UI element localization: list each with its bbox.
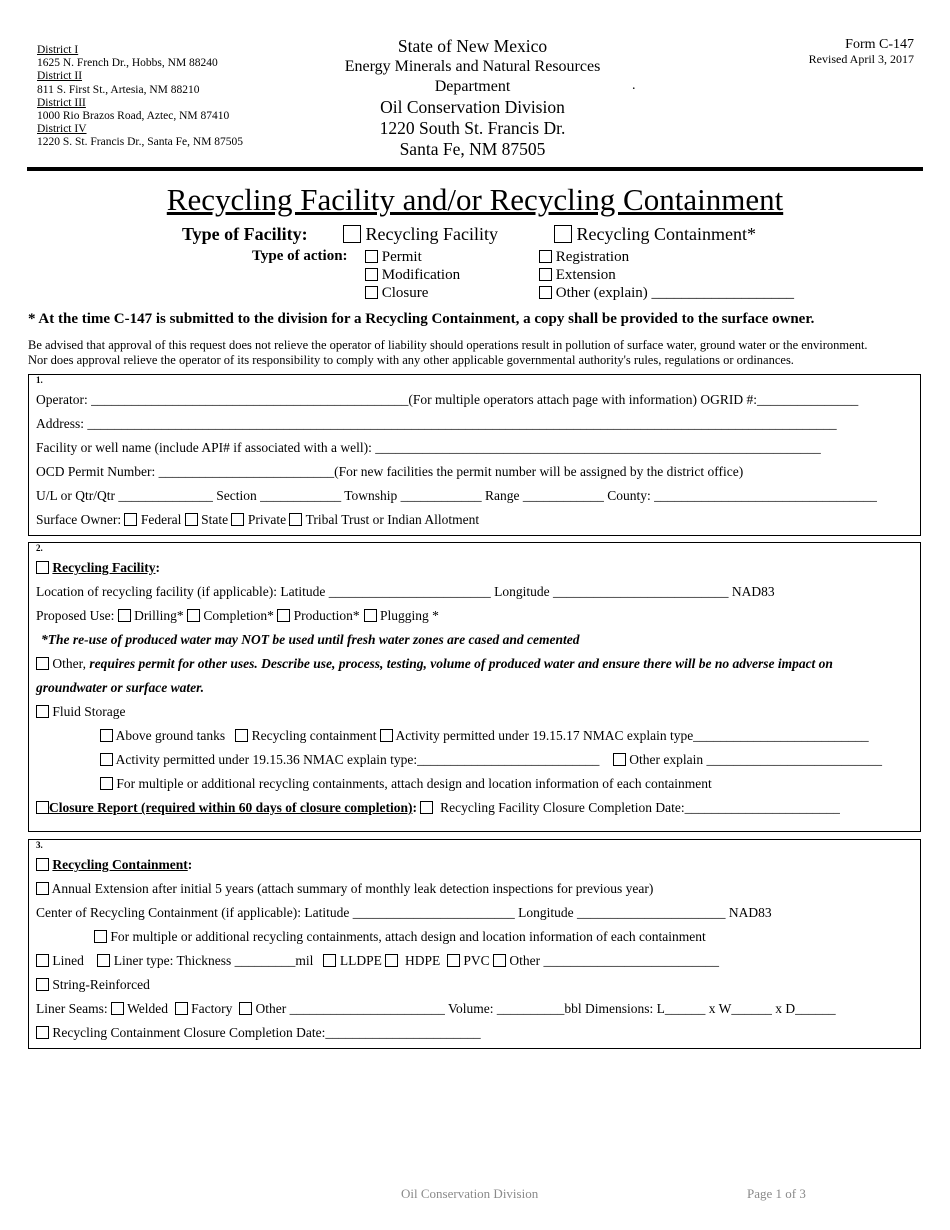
checkbox[interactable] [539, 268, 552, 281]
facility-location-fields[interactable]: Location of recycling facility (if applicable): Latitude ________________________ Longitude __________________________ NAD83 [36, 584, 775, 599]
form-id-block [809, 38, 914, 66]
checkbox[interactable] [36, 561, 49, 574]
district-address: 811 S. First St., Artesia, NM 88210 [37, 83, 200, 96]
option-label: Other __________________________ [509, 953, 720, 968]
recycling-containment-heading[interactable] [36, 857, 192, 873]
agency-city: Santa Fe, NM 87505 [399, 139, 546, 159]
option-label: Factory [191, 1001, 233, 1016]
production-checkbox[interactable] [277, 609, 290, 622]
activity-36-checkbox[interactable] [100, 753, 113, 766]
action-options-right [539, 248, 794, 302]
activity-36-row [100, 752, 882, 768]
district-name: District I [37, 44, 79, 56]
facility-name-field[interactable]: Facility or well name (include API# if associated with a well): __________________________________________________________________ [36, 440, 821, 455]
welded-checkbox[interactable] [111, 1002, 124, 1015]
seams-volume-dimensions-fields[interactable]: Other _______________________ Volume: __________bbl Dimensions: L______ x W______ x D______ [255, 1001, 836, 1016]
state-checkbox[interactable] [185, 513, 198, 526]
checkbox[interactable] [539, 250, 552, 263]
containment-center-fields[interactable]: Center of Recycling Containment (if applicable): Latitude ________________________ Longitude ______________________ NAD83 [36, 905, 772, 920]
header-divider [27, 167, 923, 171]
checkbox[interactable] [554, 225, 572, 243]
closure-report-checkbox[interactable] [36, 801, 49, 814]
liner-seams-label: Liner Seams: [36, 1001, 108, 1016]
district-address: 1000 Rio Brazos Road, Aztec, NM 87410 [37, 110, 230, 123]
checkbox[interactable] [100, 777, 113, 790]
advisory-text [28, 338, 928, 367]
footer-page-number: Page 1 of 3 [747, 1186, 806, 1201]
section-number: 2. [36, 543, 43, 553]
closure-date-field[interactable]: Recycling Containment Closure Completion Date:_______________________ [52, 1025, 481, 1040]
closure-date-field[interactable]: Recycling Facility Closure Completion Date:_______________________ [440, 800, 840, 815]
above-ground-checkbox[interactable] [100, 729, 113, 742]
drilling-checkbox[interactable] [118, 609, 131, 622]
private-checkbox[interactable] [231, 513, 244, 526]
option-label: Drilling* [134, 608, 184, 623]
footer-division: Oil Conservation Division [401, 1186, 539, 1201]
other-use-row[interactable] [36, 656, 833, 672]
district-name: District IV [37, 123, 87, 136]
option-label: Modification [381, 267, 461, 283]
plugging-checkbox[interactable] [364, 609, 377, 622]
liner-type-checkbox[interactable] [97, 954, 110, 967]
proposed-use-label: Proposed Use: [36, 608, 115, 623]
surface-owner-row [36, 512, 479, 528]
checkbox[interactable] [94, 930, 107, 943]
closure-report-row [36, 800, 840, 816]
agency-division: Oil Conservation Division [380, 97, 565, 117]
seams-other-checkbox[interactable] [239, 1002, 252, 1015]
checkbox[interactable] [36, 657, 49, 670]
recycling-containment-checkbox[interactable] [235, 729, 248, 742]
action-other[interactable] [539, 284, 794, 302]
option-label: Activity permitted under 19.15.36 NMAC explain type:___________________________ [115, 752, 600, 767]
form-id: Form C-147 [845, 37, 914, 52]
option-label: Activity permitted under 19.15.17 NMAC explain type__________________________ [395, 728, 869, 743]
facility-type-label: Type of Facility: [182, 224, 308, 244]
advisory-line: Be advised that approval of this request does not relieve the operator of liability should operations result in pollution of surface water, ground water or the environment. [28, 338, 868, 352]
option-label: For multiple or additional recycling containments, attach design and location information of each containment [116, 776, 712, 791]
section-1 [28, 374, 921, 536]
option-label: Recycling Facility [365, 224, 498, 244]
checkbox[interactable] [36, 882, 49, 895]
option-label: Private [247, 512, 287, 527]
option-label: HDPE [404, 953, 441, 968]
liner-seams-row [36, 1001, 836, 1017]
page-title: Recycling Facility and/or Recycling Containment [166, 182, 784, 217]
action-modification[interactable] [365, 266, 460, 284]
option-label: For multiple or additional recycling containments, attach design and location information of each containment [110, 929, 706, 944]
location-fields[interactable]: U/L or Qtr/Qtr ______________ Section ____________ Township ____________ Range ____________ County: _________________________________ [36, 488, 877, 503]
district-name: District II [37, 70, 83, 83]
option-label: Tribal Trust or Indian Allotment [305, 512, 480, 527]
checkbox[interactable] [36, 705, 49, 718]
hdpe-checkbox[interactable] [385, 954, 398, 967]
option-label: Extension [555, 267, 616, 283]
checkbox[interactable] [343, 225, 361, 243]
district-address: 1220 S. St. Francis Dr., Santa Fe, NM 87505 [37, 136, 244, 149]
surface-owner-notice: * At the time C-147 is submitted to the division for a Recycling Containment, a copy shall be provided to the surface owner. [28, 311, 815, 327]
form-revised: Revised April 3, 2017 [808, 52, 914, 66]
lldpe-checkbox[interactable] [323, 954, 336, 967]
annual-extension-row[interactable] [36, 881, 653, 897]
liner-row [36, 953, 719, 969]
option-label: Registration [555, 249, 630, 265]
district-address: 1625 N. French Dr., Hobbs, NM 88240 [37, 57, 218, 70]
string-reinforced-row[interactable] [36, 977, 150, 993]
option-label: Welded [127, 1001, 169, 1016]
agency-state: State of New Mexico [397, 36, 548, 56]
activity-17-checkbox[interactable] [380, 729, 393, 742]
option-label: String-Reinforced [52, 977, 150, 992]
agency-dept-line2: Department [434, 78, 511, 95]
heading-label: Recycling Containment [52, 857, 188, 872]
heading-colon: : [155, 560, 160, 575]
agency-dept-line1: Energy Minerals and Natural Resources [344, 58, 601, 75]
option-label: Fluid Storage [52, 704, 126, 719]
proposed-use-row [36, 608, 439, 624]
surface-owner-label: Surface Owner: [36, 512, 122, 527]
option-label: LLDPE [339, 953, 382, 968]
multiple-containments-row[interactable] [94, 929, 706, 945]
other-explain-checkbox[interactable] [613, 753, 626, 766]
option-label: PVC [463, 953, 490, 968]
option-label: Lined [52, 953, 84, 968]
checkbox[interactable] [365, 250, 378, 263]
checkbox[interactable] [36, 858, 49, 871]
section-2 [28, 542, 921, 832]
action-type-label: Type of action: [252, 248, 348, 264]
operator-field[interactable]: Operator: _______________________________________________(For multiple operators attach page with information) OGRID #:_______________ [36, 392, 859, 407]
heading-colon: : [187, 857, 193, 872]
closure-report-label: Closure Report (required within 60 days of closure completion) [49, 800, 413, 815]
district-list [37, 44, 243, 150]
option-label: Production* [293, 608, 360, 623]
heading-label: Recycling Facility [52, 560, 156, 575]
lined-checkbox[interactable] [36, 954, 49, 967]
section-number: 1. [36, 375, 43, 385]
action-options-left [365, 248, 460, 302]
checkbox[interactable] [539, 286, 552, 299]
checkbox[interactable] [365, 286, 378, 299]
action-registration[interactable] [539, 248, 794, 266]
district-name: District III [37, 96, 86, 109]
option-label: Other (explain) ___________________ [555, 285, 795, 301]
option-label: Federal [140, 512, 182, 527]
fluid-storage-row[interactable] [36, 704, 126, 720]
option-label: State [201, 512, 229, 527]
section-number: 3. [36, 840, 43, 850]
multiple-containments-row[interactable] [100, 776, 712, 792]
liner-type-field[interactable]: Liner type: Thickness _________mil [113, 953, 314, 968]
closure-date-checkbox[interactable] [420, 801, 433, 814]
recycling-facility-heading[interactable] [36, 560, 160, 576]
federal-checkbox[interactable] [124, 513, 137, 526]
ocd-permit-field[interactable]: OCD Permit Number: __________________________(For new facilities the permit number will be assigned by the district office) [36, 464, 744, 479]
reuse-note: *The re-use of produced water may NOT be used until fresh water zones are cased and cemented [41, 632, 580, 647]
action-closure[interactable] [365, 284, 460, 302]
other-description-cont: groundwater or surface water. [36, 680, 205, 695]
agency-block [300, 36, 645, 160]
advisory-line: Nor does approval relieve the operator of its responsibility to comply with any other applicable governmental authority's rules, regulations or ordinances. [28, 352, 794, 367]
address-field[interactable]: Address: _______________________________________________________________________________________________________________ [36, 416, 837, 431]
checkbox[interactable] [36, 978, 49, 991]
facility-option-recycling-containment[interactable] [554, 224, 756, 245]
facility-option-recycling-facility[interactable] [343, 224, 498, 245]
option-label: Annual Extension after initial 5 years (attach summary of monthly leak detection inspections for previous year) [51, 881, 654, 896]
pvc-checkbox[interactable] [447, 954, 460, 967]
other-description: requires permit for other uses. Describe use, process, testing, volume of produced water and ensure there will be no adverse impact on [89, 656, 833, 671]
factory-checkbox[interactable] [175, 1002, 188, 1015]
option-label: Plugging * [380, 608, 439, 623]
option-label: Permit [381, 249, 422, 265]
section-3 [28, 839, 921, 1049]
agency-street: 1220 South St. Francis Dr. [379, 118, 566, 138]
action-permit[interactable] [365, 248, 460, 266]
option-label: Closure [381, 285, 429, 301]
option-label: Above ground tanks [115, 728, 226, 743]
action-extension[interactable] [539, 266, 794, 284]
checkbox[interactable] [36, 1026, 49, 1039]
option-label: Completion* [203, 608, 274, 623]
stray-dot: . [632, 78, 636, 93]
option-label: Other explain __________________________ [629, 752, 882, 767]
option-label: Recycling Containment* [576, 224, 756, 244]
heading-colon: : [412, 800, 417, 815]
option-label: Recycling containment [251, 728, 377, 743]
checkbox[interactable] [365, 268, 378, 281]
other-checkbox[interactable] [493, 954, 506, 967]
tribal-checkbox[interactable] [289, 513, 302, 526]
containment-closure-row[interactable] [36, 1025, 481, 1041]
storage-type-row [100, 728, 869, 744]
completion-checkbox[interactable] [187, 609, 200, 622]
other-label: Other, [52, 656, 86, 671]
